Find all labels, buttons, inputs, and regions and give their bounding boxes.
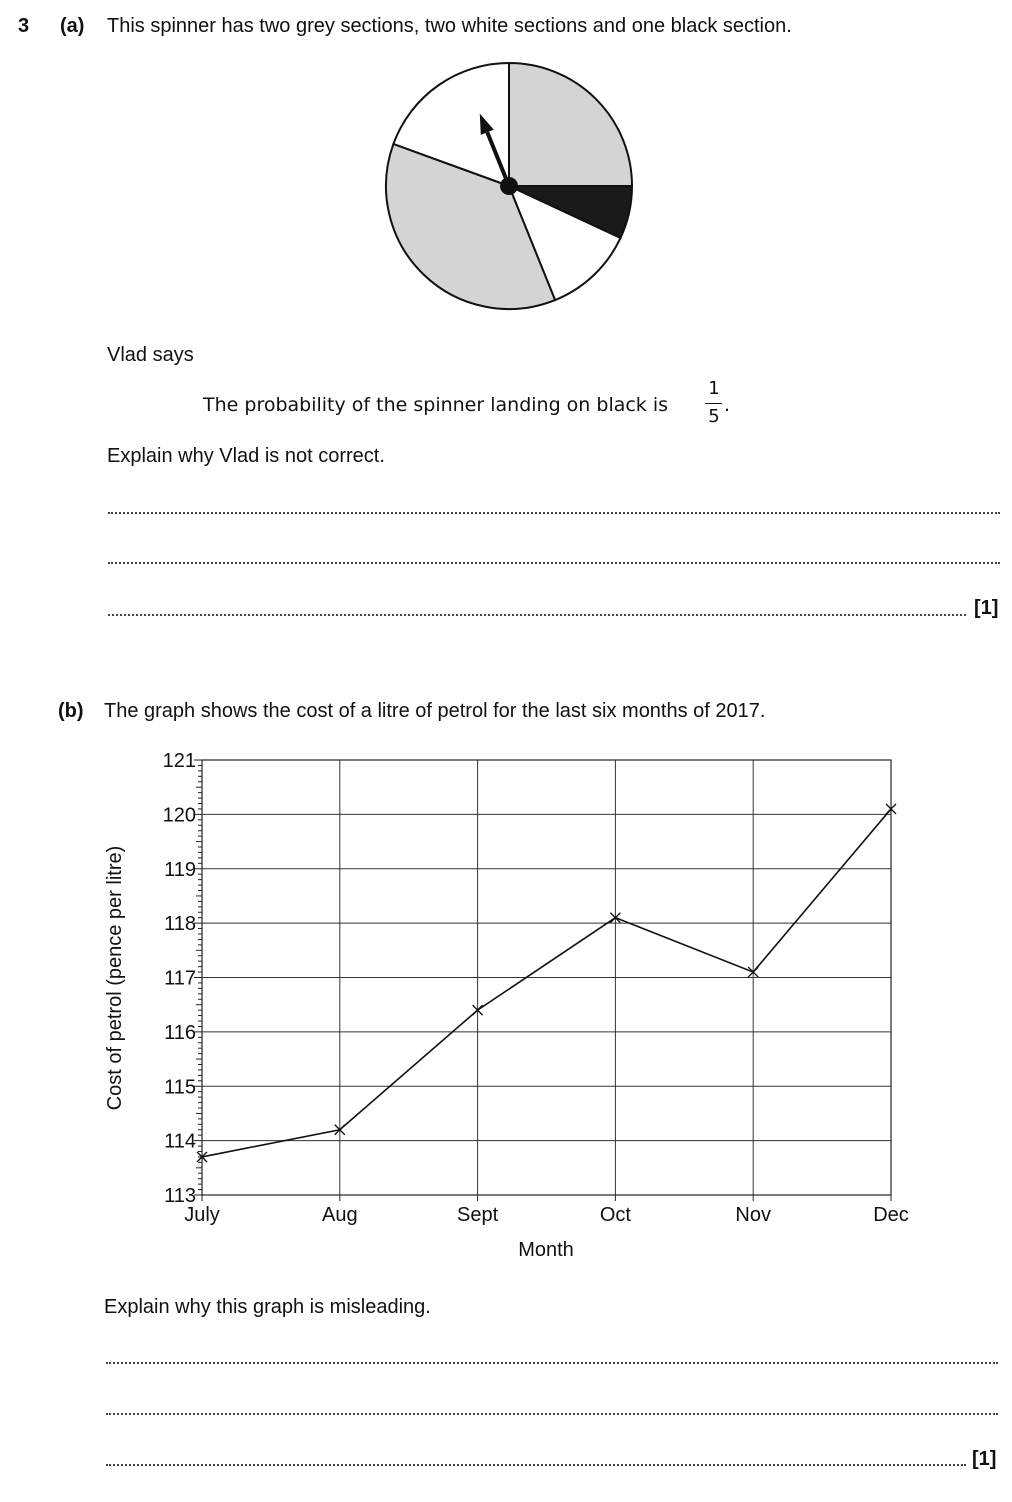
fraction-full-stop: . (724, 394, 731, 416)
x-tick-label: July (184, 1204, 220, 1226)
x-tick-label: Sept (457, 1204, 499, 1226)
y-tick-label: 115 (164, 1076, 196, 1099)
x-tick-label: Nov (735, 1204, 771, 1226)
series-line (202, 809, 891, 1157)
y-tick-label: 120 (162, 804, 196, 827)
answer-line-b2[interactable] (106, 1413, 998, 1415)
spinner (380, 56, 640, 316)
fraction-numerator: 1 (708, 378, 720, 399)
y-tick-label: 121 (162, 750, 196, 772)
y-tick-label: 119 (164, 858, 196, 881)
part-a-label: (a) (60, 15, 85, 37)
y-tick-label: 117 (164, 967, 196, 990)
part-b-prompt: Explain why this graph is misleading. (104, 1296, 431, 1318)
x-tick-label: Oct (599, 1204, 631, 1226)
answer-line-b3[interactable] (106, 1464, 966, 1466)
answer-line-a2[interactable] (108, 562, 1000, 564)
part-a-marks: [1] (974, 597, 999, 619)
spinner-pivot (500, 177, 518, 195)
fraction-bar (705, 403, 722, 404)
spinner-section-grey (509, 63, 632, 186)
fraction-denominator: 5 (708, 406, 720, 427)
part-b-marks: [1] (972, 1448, 997, 1470)
part-b-label: (b) (58, 700, 84, 722)
part-b-intro: The graph shows the cost of a litre of petrol for the last six months of 2017. (104, 700, 766, 722)
y-axis-label: Cost of petrol (pence per litre) (104, 845, 126, 1111)
x-axis-label: Month (518, 1239, 574, 1261)
y-tick-label: 114 (164, 1130, 196, 1153)
part-a-intro: This spinner has two grey sections, two white sections and one black section. (107, 15, 792, 37)
x-tick-label: Aug (322, 1204, 358, 1226)
vlad-quote: The probability of the spinner landing on black is (203, 394, 669, 416)
answer-line-a1[interactable] (108, 512, 1000, 514)
petrol-line-chart (0, 720, 1012, 1280)
answer-line-b1[interactable] (106, 1362, 998, 1364)
y-tick-label: 113 (164, 1185, 196, 1207)
vlad-says: Vlad says (107, 344, 194, 366)
answer-line-a3[interactable] (108, 614, 966, 616)
y-tick-label: 116 (164, 1021, 196, 1044)
x-tick-label: Dec (873, 1204, 909, 1226)
part-a-prompt: Explain why Vlad is not correct. (107, 445, 385, 467)
question-number: 3 (18, 15, 30, 37)
y-tick-label: 118 (164, 913, 196, 936)
